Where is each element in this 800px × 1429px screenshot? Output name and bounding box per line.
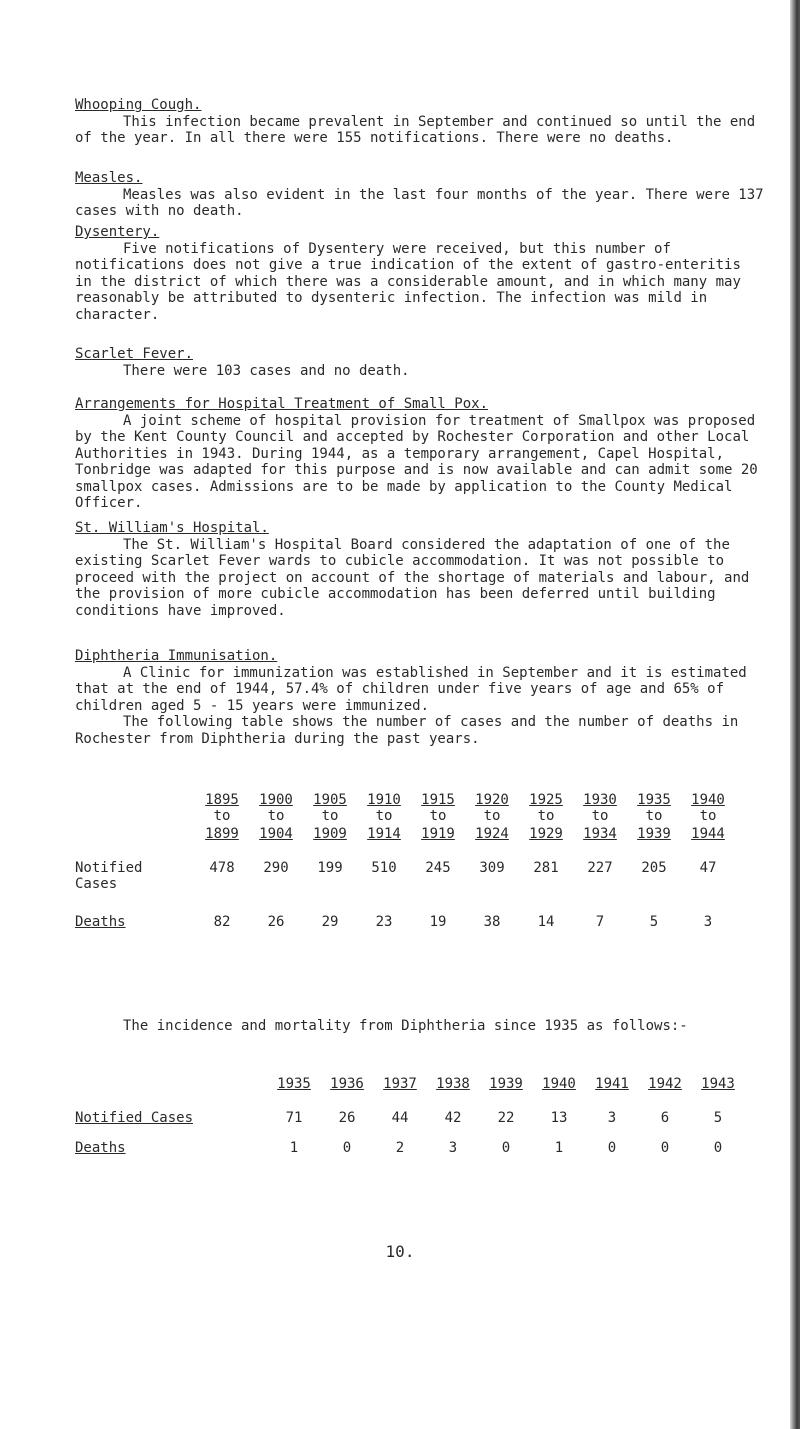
table-cell: to <box>213 808 231 824</box>
section-small-pox <box>75 396 765 512</box>
section-incidence <box>75 1018 735 1035</box>
table-cell: 1925 <box>529 792 563 808</box>
table-cell: 1935 <box>637 792 671 808</box>
page-number: 10. <box>385 1242 415 1261</box>
table-cell: 0 <box>342 1140 352 1156</box>
table-cell: 1938 <box>436 1076 470 1092</box>
section-measles <box>75 170 773 220</box>
table-cell: 1900 <box>259 792 293 808</box>
text-incidence: The incidence and mortality from Diphtheria since 1935 as follows:- <box>123 1018 688 1034</box>
heading-scarlet-fever: Scarlet Fever. <box>75 346 194 362</box>
section-whooping-cough <box>75 97 765 147</box>
table-cell: 309 <box>479 860 505 876</box>
heading-measles: Measles. <box>75 170 143 186</box>
table-cell: 1936 <box>330 1076 364 1092</box>
table-cell: to <box>645 808 663 824</box>
row-label-notified: Notified Cases <box>75 1110 194 1126</box>
table-row-deaths <box>75 914 775 932</box>
row-label-notified: Notified Cases <box>75 860 143 892</box>
table-cell: 3 <box>703 914 713 930</box>
section-dysentery <box>75 224 765 323</box>
heading-diphtheria: Diphtheria Immunisation. <box>75 648 278 664</box>
table-cell: 1935 <box>277 1076 311 1092</box>
table-cell: 245 <box>425 860 451 876</box>
text-measles: Measles was also evident in the last four months of the year. There were 137 cases with no death. <box>75 186 773 219</box>
table-cell: 26 <box>267 914 285 930</box>
table-cell: 1895 <box>205 792 239 808</box>
table-cell: 3 <box>607 1110 617 1126</box>
table-cell: 0 <box>660 1140 670 1156</box>
table-cell: 5 <box>649 914 659 930</box>
table-row-deaths <box>75 1140 775 1158</box>
table-cell: 29 <box>321 914 339 930</box>
text-dysentery: Five notifications of Dysentery were received, but this number of notifications does not give a true indication of the extent of gastro-enteritis in the district of which there was a considerable amount, and in which many may reasonably be attributed to dysenteric infection. The infection was mild in character. <box>75 240 750 323</box>
table-cell: 1939 <box>489 1076 523 1092</box>
table-cell: to <box>375 808 393 824</box>
table-cell: 1 <box>554 1140 564 1156</box>
table-cell: 1899 <box>205 826 239 842</box>
table-row-to-word <box>75 808 775 826</box>
table-cell: 82 <box>213 914 231 930</box>
table-cell: 1910 <box>367 792 401 808</box>
table-cell: to <box>699 808 717 824</box>
diphtheria-table-1895-1944 <box>75 792 775 982</box>
heading-small-pox: Arrangements for Hospital Treatment of Small Pox. <box>75 396 489 412</box>
table-cell: 205 <box>641 860 667 876</box>
text-table-intro: The following table shows the number of cases and the number of deaths in Rochester from Diphtheria during the past years. <box>75 714 747 747</box>
table-cell: 1920 <box>475 792 509 808</box>
table-cell: 44 <box>391 1110 409 1126</box>
text-scarlet-fever: There were 103 cases and no death. <box>123 362 410 379</box>
table-cell: 1937 <box>383 1076 417 1092</box>
table-cell: 1904 <box>259 826 293 842</box>
table-cell: 0 <box>713 1140 723 1156</box>
table-cell: 26 <box>338 1110 356 1126</box>
table-cell: 1941 <box>595 1076 629 1092</box>
table-cell: 47 <box>699 860 717 876</box>
table-cell: 14 <box>537 914 555 930</box>
table-cell: to <box>321 808 339 824</box>
table-cell: 199 <box>317 860 343 876</box>
table-cell: 0 <box>501 1140 511 1156</box>
table-cell: 22 <box>497 1110 515 1126</box>
table-cell: 3 <box>448 1140 458 1156</box>
table-cell: 1 <box>289 1140 299 1156</box>
table-cell: 1909 <box>313 826 347 842</box>
section-diphtheria <box>75 648 765 747</box>
table-cell: 2 <box>395 1140 405 1156</box>
table-cell: 7 <box>595 914 605 930</box>
table-cell: 290 <box>263 860 289 876</box>
table-cell: 23 <box>375 914 393 930</box>
table-cell: 1929 <box>529 826 563 842</box>
text-small-pox: A joint scheme of hospital provision for treatment of Smallpox was proposed by the Kent County Council and accepted by Rochester Corporation and other Local Authorities in 1943. During 1944, as a temporary arrangement, Capel Hospital, Tonbridge was adapted for this purpose and is now available and can admit some 20 smallpox cases. Admissions are to be made by application to the County Medical Officer. <box>75 412 767 511</box>
heading-dysentery: Dysentery. <box>75 224 160 240</box>
table-cell: 1905 <box>313 792 347 808</box>
table-cell: to <box>591 808 609 824</box>
table-cell: 1943 <box>701 1076 735 1092</box>
table-cell: 1924 <box>475 826 509 842</box>
text-st-williams: The St. William's Hospital Board considered the adaptation of one of the existing Scarlet Fever wards to cubicle accommodation. It was not possible to proceed with the project on account of the shortage of materials and labour, and the provision of more cubicle accommodation has been deferred until building conditions have improved. <box>75 536 758 619</box>
row-label-deaths: Deaths <box>75 1140 126 1156</box>
heading-whooping-cough: Whooping Cough. <box>75 97 202 113</box>
table-cell: 281 <box>533 860 559 876</box>
table-cell: 1934 <box>583 826 617 842</box>
table-cell: 1915 <box>421 792 455 808</box>
table-cell: 1940 <box>691 792 725 808</box>
table-cell: 71 <box>285 1110 303 1126</box>
table-cell: 1942 <box>648 1076 682 1092</box>
table-cell: 1939 <box>637 826 671 842</box>
table-cell: 0 <box>607 1140 617 1156</box>
table-row-notified <box>75 860 775 892</box>
table-cell: 1919 <box>421 826 455 842</box>
diphtheria-table-since-1935 <box>75 1076 775 1186</box>
table-cell: 227 <box>587 860 613 876</box>
table-cell: to <box>429 808 447 824</box>
table-cell: 6 <box>660 1110 670 1126</box>
row-label-deaths: Deaths <box>75 914 126 930</box>
table-row-notified <box>75 1110 775 1128</box>
table-cell: 38 <box>483 914 501 930</box>
table-cell: 1930 <box>583 792 617 808</box>
table-cell: 1914 <box>367 826 401 842</box>
table-cell: 1944 <box>691 826 725 842</box>
page-binding-edge <box>790 0 800 1429</box>
table-cell: to <box>267 808 285 824</box>
table-cell: to <box>537 808 555 824</box>
table-cell: 1940 <box>542 1076 576 1092</box>
table-cell: 19 <box>429 914 447 930</box>
table-row-years <box>75 1076 775 1094</box>
table-row-to <box>75 826 775 844</box>
table-cell: 510 <box>371 860 397 876</box>
section-st-williams <box>75 520 765 619</box>
text-diphtheria: A Clinic for immunization was established in September and it is estimated that at the end of 1944, 57.4% of children under five years of age and 65% of children aged 5 - 15 years were immunized. <box>75 664 756 714</box>
text-whooping-cough: This infection became prevalent in September and continued so until the end of the year. In all there were 155 notifications. There were no deaths. <box>75 113 764 146</box>
heading-st-williams: St. William's Hospital. <box>75 520 269 536</box>
table-cell: to <box>483 808 501 824</box>
table-cell: 13 <box>550 1110 568 1126</box>
table-cell: 5 <box>713 1110 723 1126</box>
table-cell: 478 <box>209 860 235 876</box>
section-scarlet-fever <box>75 346 765 379</box>
table-cell: 42 <box>444 1110 462 1126</box>
